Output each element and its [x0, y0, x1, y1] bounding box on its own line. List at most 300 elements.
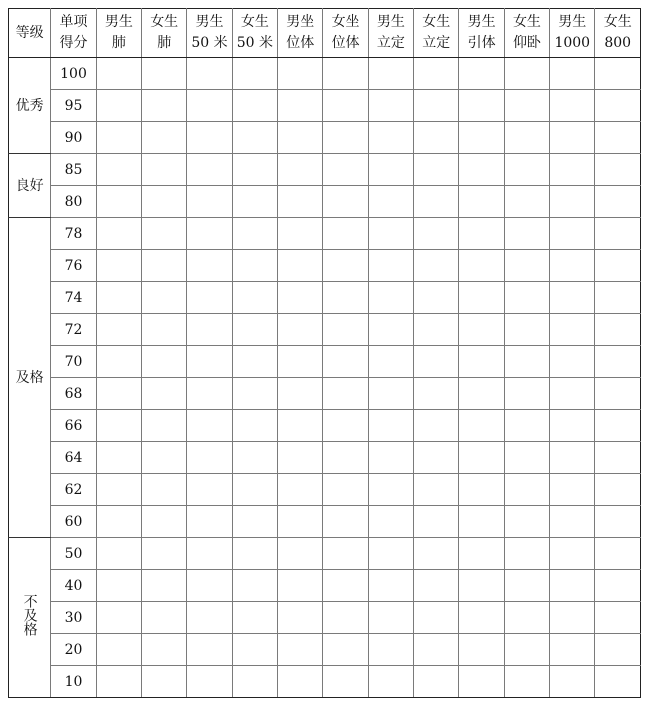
- blank-cell[interactable]: [187, 634, 232, 666]
- blank-cell[interactable]: [459, 506, 504, 538]
- blank-cell[interactable]: [550, 122, 595, 154]
- blank-cell[interactable]: [323, 442, 368, 474]
- blank-cell[interactable]: [278, 474, 323, 506]
- blank-cell[interactable]: [187, 666, 232, 698]
- item-header-12-line-2: 800: [604, 35, 632, 51]
- blank-cell[interactable]: [414, 314, 459, 346]
- blank-cell[interactable]: [142, 186, 187, 218]
- blank-cell[interactable]: [459, 442, 504, 474]
- blank-cell[interactable]: [414, 154, 459, 186]
- blank-cell[interactable]: [187, 346, 232, 378]
- table-row: [9, 602, 641, 634]
- blank-cell[interactable]: [368, 442, 413, 474]
- blank-cell[interactable]: [595, 442, 641, 474]
- blank-cell[interactable]: [595, 186, 641, 218]
- blank-cell[interactable]: [187, 122, 232, 154]
- score-cell: 30: [51, 602, 96, 634]
- grade-label: 优秀: [15, 97, 44, 114]
- blank-cell[interactable]: [550, 538, 595, 570]
- blank-cell[interactable]: [504, 410, 549, 442]
- item-header-1: [96, 9, 141, 58]
- blank-cell[interactable]: [459, 474, 504, 506]
- blank-cell[interactable]: [368, 58, 413, 90]
- grade-cell: [9, 154, 51, 218]
- blank-cell[interactable]: [278, 666, 323, 698]
- blank-cell[interactable]: [278, 570, 323, 602]
- blank-cell[interactable]: [459, 58, 504, 90]
- blank-cell[interactable]: [414, 378, 459, 410]
- blank-cell[interactable]: [414, 58, 459, 90]
- blank-cell[interactable]: [187, 282, 232, 314]
- blank-cell[interactable]: [278, 378, 323, 410]
- table-row: [9, 218, 641, 250]
- blank-cell[interactable]: [278, 154, 323, 186]
- blank-cell[interactable]: [414, 666, 459, 698]
- blank-cell[interactable]: [459, 250, 504, 282]
- blank-cell[interactable]: [504, 218, 549, 250]
- blank-cell[interactable]: [96, 282, 141, 314]
- blank-cell[interactable]: [595, 314, 641, 346]
- score-cell: 90: [51, 122, 96, 154]
- blank-cell[interactable]: [142, 154, 187, 186]
- blank-cell[interactable]: [459, 90, 504, 122]
- item-header-11-line-1: 男生: [558, 14, 587, 30]
- item-header-7-line-1: 男生: [376, 14, 405, 30]
- blank-cell[interactable]: [414, 282, 459, 314]
- blank-cell[interactable]: [550, 58, 595, 90]
- blank-cell[interactable]: [232, 58, 277, 90]
- header-row: [9, 9, 641, 58]
- blank-cell[interactable]: [323, 410, 368, 442]
- blank-cell[interactable]: [504, 474, 549, 506]
- item-header-2-line-1: 女生: [150, 14, 179, 30]
- blank-cell[interactable]: [595, 250, 641, 282]
- score-cell: 70: [51, 346, 96, 378]
- blank-cell[interactable]: [96, 378, 141, 410]
- blank-cell[interactable]: [459, 218, 504, 250]
- blank-cell[interactable]: [187, 506, 232, 538]
- score-cell: 50: [51, 538, 96, 570]
- blank-cell[interactable]: [504, 90, 549, 122]
- blank-cell[interactable]: [368, 602, 413, 634]
- blank-cell[interactable]: [96, 250, 141, 282]
- blank-cell[interactable]: [595, 410, 641, 442]
- blank-cell[interactable]: [595, 122, 641, 154]
- blank-cell[interactable]: [232, 602, 277, 634]
- blank-cell[interactable]: [232, 154, 277, 186]
- blank-cell[interactable]: [368, 314, 413, 346]
- blank-cell[interactable]: [278, 634, 323, 666]
- score-cell: 64: [51, 442, 96, 474]
- blank-cell[interactable]: [278, 122, 323, 154]
- blank-cell[interactable]: [595, 602, 641, 634]
- blank-cell[interactable]: [368, 634, 413, 666]
- item-header-8-line-2: 立定: [422, 35, 451, 51]
- blank-cell[interactable]: [187, 314, 232, 346]
- blank-cell[interactable]: [323, 90, 368, 122]
- blank-cell[interactable]: [550, 602, 595, 634]
- item-header-10-line-2: 仰卧: [512, 35, 541, 51]
- blank-cell[interactable]: [368, 346, 413, 378]
- blank-cell[interactable]: [459, 314, 504, 346]
- item-header-4: [232, 9, 277, 58]
- blank-cell[interactable]: [187, 602, 232, 634]
- table-row: [9, 666, 641, 698]
- item-header-9-line-2: 引体: [467, 35, 496, 51]
- blank-cell[interactable]: [459, 282, 504, 314]
- item-header-10: [504, 9, 549, 58]
- blank-cell[interactable]: [187, 538, 232, 570]
- blank-cell[interactable]: [232, 250, 277, 282]
- blank-cell[interactable]: [595, 218, 641, 250]
- blank-cell[interactable]: [96, 186, 141, 218]
- blank-cell[interactable]: [96, 122, 141, 154]
- blank-cell[interactable]: [504, 570, 549, 602]
- blank-cell[interactable]: [414, 506, 459, 538]
- blank-cell[interactable]: [550, 186, 595, 218]
- blank-cell[interactable]: [550, 90, 595, 122]
- blank-cell[interactable]: [278, 58, 323, 90]
- table-row: [9, 538, 641, 570]
- item-header-2-line-2: 肺: [157, 35, 172, 51]
- table-row: [9, 186, 641, 218]
- item-header-1-line-2: 肺: [111, 35, 126, 51]
- blank-cell[interactable]: [595, 666, 641, 698]
- score-cell: 40: [51, 570, 96, 602]
- blank-cell[interactable]: [278, 186, 323, 218]
- blank-cell[interactable]: [142, 570, 187, 602]
- blank-cell[interactable]: [459, 570, 504, 602]
- blank-cell[interactable]: [414, 90, 459, 122]
- blank-cell[interactable]: [504, 538, 549, 570]
- blank-cell[interactable]: [142, 282, 187, 314]
- blank-cell[interactable]: [232, 442, 277, 474]
- blank-cell[interactable]: [504, 602, 549, 634]
- blank-cell[interactable]: [142, 538, 187, 570]
- item-header-2: [142, 9, 187, 58]
- blank-cell[interactable]: [414, 218, 459, 250]
- blank-cell[interactable]: [96, 346, 141, 378]
- table-row: [9, 474, 641, 506]
- blank-cell[interactable]: [595, 90, 641, 122]
- blank-cell[interactable]: [595, 58, 641, 90]
- blank-cell[interactable]: [368, 410, 413, 442]
- blank-cell[interactable]: [459, 122, 504, 154]
- blank-cell[interactable]: [96, 538, 141, 570]
- blank-cell[interactable]: [187, 186, 232, 218]
- blank-cell[interactable]: [414, 250, 459, 282]
- item-header-5-line-1: 男坐: [286, 14, 315, 30]
- blank-cell[interactable]: [504, 314, 549, 346]
- blank-cell[interactable]: [232, 346, 277, 378]
- blank-cell[interactable]: [323, 58, 368, 90]
- blank-cell[interactable]: [504, 506, 549, 538]
- blank-cell[interactable]: [142, 634, 187, 666]
- blank-cell[interactable]: [142, 602, 187, 634]
- blank-cell[interactable]: [368, 282, 413, 314]
- table-row: [9, 442, 641, 474]
- blank-cell[interactable]: [550, 250, 595, 282]
- blank-cell[interactable]: [96, 154, 141, 186]
- blank-cell[interactable]: [323, 570, 368, 602]
- score-cell: 72: [51, 314, 96, 346]
- blank-cell[interactable]: [323, 378, 368, 410]
- blank-cell[interactable]: [414, 570, 459, 602]
- blank-cell[interactable]: [504, 666, 549, 698]
- blank-cell[interactable]: [278, 250, 323, 282]
- blank-cell[interactable]: [595, 506, 641, 538]
- item-header-3-line-1: 男生: [195, 14, 224, 30]
- blank-cell[interactable]: [187, 442, 232, 474]
- blank-cell[interactable]: [142, 410, 187, 442]
- table-row: [9, 154, 641, 186]
- blank-cell[interactable]: [232, 186, 277, 218]
- blank-cell[interactable]: [96, 570, 141, 602]
- blank-cell[interactable]: [142, 250, 187, 282]
- blank-cell[interactable]: [595, 570, 641, 602]
- item-header-3-line-2: 50 米: [191, 35, 228, 51]
- blank-cell[interactable]: [368, 186, 413, 218]
- blank-cell[interactable]: [414, 346, 459, 378]
- blank-cell[interactable]: [550, 410, 595, 442]
- blank-cell[interactable]: [323, 666, 368, 698]
- blank-cell[interactable]: [414, 442, 459, 474]
- blank-cell[interactable]: [142, 442, 187, 474]
- blank-cell[interactable]: [595, 634, 641, 666]
- blank-cell[interactable]: [232, 378, 277, 410]
- blank-cell[interactable]: [368, 538, 413, 570]
- blank-cell[interactable]: [96, 442, 141, 474]
- blank-cell[interactable]: [278, 410, 323, 442]
- blank-cell[interactable]: [368, 570, 413, 602]
- grade-label: 良好: [15, 177, 44, 194]
- blank-cell[interactable]: [142, 378, 187, 410]
- blank-cell[interactable]: [232, 570, 277, 602]
- blank-cell[interactable]: [550, 634, 595, 666]
- blank-cell[interactable]: [323, 282, 368, 314]
- blank-cell[interactable]: [459, 538, 504, 570]
- blank-cell[interactable]: [504, 250, 549, 282]
- blank-cell[interactable]: [323, 346, 368, 378]
- blank-cell[interactable]: [368, 154, 413, 186]
- blank-cell[interactable]: [595, 538, 641, 570]
- score-cell: 76: [51, 250, 96, 282]
- blank-cell[interactable]: [232, 634, 277, 666]
- blank-cell[interactable]: [414, 186, 459, 218]
- item-header-5-line-2: 位体: [286, 35, 315, 51]
- blank-cell[interactable]: [459, 666, 504, 698]
- blank-cell[interactable]: [232, 122, 277, 154]
- blank-cell[interactable]: [323, 186, 368, 218]
- item-header-12-line-1: 女生: [603, 14, 632, 30]
- blank-cell[interactable]: [504, 442, 549, 474]
- blank-cell[interactable]: [232, 410, 277, 442]
- blank-cell[interactable]: [414, 410, 459, 442]
- blank-cell[interactable]: [278, 506, 323, 538]
- blank-cell[interactable]: [595, 378, 641, 410]
- blank-cell[interactable]: [550, 570, 595, 602]
- blank-cell[interactable]: [595, 474, 641, 506]
- score-cell: 10: [51, 666, 96, 698]
- blank-cell[interactable]: [232, 282, 277, 314]
- score-cell: 85: [51, 154, 96, 186]
- blank-cell[interactable]: [459, 634, 504, 666]
- blank-cell[interactable]: [459, 378, 504, 410]
- blank-cell[interactable]: [232, 538, 277, 570]
- blank-cell[interactable]: [368, 250, 413, 282]
- blank-cell[interactable]: [278, 282, 323, 314]
- table-body: [9, 58, 641, 698]
- blank-cell[interactable]: [142, 218, 187, 250]
- blank-cell[interactable]: [278, 314, 323, 346]
- blank-cell[interactable]: [504, 154, 549, 186]
- item-header-11: [550, 9, 595, 58]
- blank-cell[interactable]: [323, 218, 368, 250]
- blank-cell[interactable]: [187, 570, 232, 602]
- blank-cell[interactable]: [414, 634, 459, 666]
- blank-cell[interactable]: [142, 666, 187, 698]
- blank-cell[interactable]: [142, 474, 187, 506]
- blank-cell[interactable]: [550, 154, 595, 186]
- blank-cell[interactable]: [187, 410, 232, 442]
- blank-cell[interactable]: [550, 282, 595, 314]
- blank-cell[interactable]: [232, 666, 277, 698]
- blank-cell[interactable]: [142, 314, 187, 346]
- grade-header: 等级: [9, 9, 51, 58]
- blank-cell[interactable]: [595, 154, 641, 186]
- table-row: [9, 378, 641, 410]
- blank-cell[interactable]: [459, 154, 504, 186]
- item-header-7-line-2: 立定: [376, 35, 405, 51]
- blank-cell[interactable]: [142, 90, 187, 122]
- blank-cell[interactable]: [187, 58, 232, 90]
- blank-cell[interactable]: [278, 538, 323, 570]
- blank-cell[interactable]: [459, 346, 504, 378]
- blank-cell[interactable]: [550, 474, 595, 506]
- blank-cell[interactable]: [323, 314, 368, 346]
- blank-cell[interactable]: [96, 474, 141, 506]
- blank-cell[interactable]: [323, 634, 368, 666]
- blank-cell[interactable]: [323, 538, 368, 570]
- blank-cell[interactable]: [96, 58, 141, 90]
- blank-cell[interactable]: [368, 218, 413, 250]
- blank-cell[interactable]: [550, 506, 595, 538]
- blank-cell[interactable]: [232, 90, 277, 122]
- blank-cell[interactable]: [142, 346, 187, 378]
- blank-cell[interactable]: [368, 506, 413, 538]
- blank-cell[interactable]: [323, 250, 368, 282]
- blank-cell[interactable]: [278, 346, 323, 378]
- item-header-7: [368, 9, 413, 58]
- blank-cell[interactable]: [368, 378, 413, 410]
- blank-cell[interactable]: [96, 410, 141, 442]
- blank-cell[interactable]: [414, 474, 459, 506]
- blank-cell[interactable]: [414, 122, 459, 154]
- score-header-line-1: 单项: [59, 14, 88, 30]
- blank-cell[interactable]: [368, 474, 413, 506]
- table-row: [9, 314, 641, 346]
- blank-cell[interactable]: [368, 666, 413, 698]
- blank-cell[interactable]: [504, 346, 549, 378]
- blank-cell[interactable]: [96, 314, 141, 346]
- blank-cell[interactable]: [595, 282, 641, 314]
- blank-cell[interactable]: [187, 218, 232, 250]
- item-header-1-line-1: 男生: [104, 14, 133, 30]
- blank-cell[interactable]: [278, 442, 323, 474]
- blank-cell[interactable]: [187, 378, 232, 410]
- blank-cell[interactable]: [504, 634, 549, 666]
- blank-cell[interactable]: [459, 410, 504, 442]
- blank-cell[interactable]: [232, 218, 277, 250]
- blank-cell[interactable]: [96, 218, 141, 250]
- blank-cell[interactable]: [504, 282, 549, 314]
- score-cell: 20: [51, 634, 96, 666]
- blank-cell[interactable]: [323, 506, 368, 538]
- blank-cell[interactable]: [96, 666, 141, 698]
- blank-cell[interactable]: [142, 58, 187, 90]
- blank-cell[interactable]: [232, 314, 277, 346]
- score-cell: 74: [51, 282, 96, 314]
- blank-cell[interactable]: [504, 122, 549, 154]
- blank-cell[interactable]: [96, 634, 141, 666]
- item-header-4-line-1: 女生: [240, 14, 269, 30]
- blank-cell[interactable]: [142, 506, 187, 538]
- blank-cell[interactable]: [550, 442, 595, 474]
- blank-cell[interactable]: [504, 186, 549, 218]
- blank-cell[interactable]: [550, 346, 595, 378]
- blank-cell[interactable]: [278, 602, 323, 634]
- item-header-8-line-1: 女生: [422, 14, 451, 30]
- item-header-8: [414, 9, 459, 58]
- blank-cell[interactable]: [323, 602, 368, 634]
- score-header-line-2: 得分: [59, 35, 88, 51]
- blank-cell[interactable]: [459, 186, 504, 218]
- blank-cell[interactable]: [368, 90, 413, 122]
- blank-cell[interactable]: [232, 506, 277, 538]
- blank-cell[interactable]: [96, 602, 141, 634]
- blank-cell[interactable]: [323, 474, 368, 506]
- score-cell: 100: [51, 58, 96, 90]
- blank-cell[interactable]: [550, 218, 595, 250]
- blank-cell[interactable]: [187, 90, 232, 122]
- grade-cell: [9, 538, 51, 698]
- blank-cell[interactable]: [414, 538, 459, 570]
- blank-cell[interactable]: [278, 90, 323, 122]
- blank-cell[interactable]: [96, 506, 141, 538]
- table-row: [9, 250, 641, 282]
- blank-cell[interactable]: [187, 474, 232, 506]
- blank-cell[interactable]: [550, 666, 595, 698]
- table-row: [9, 506, 641, 538]
- blank-cell[interactable]: [550, 314, 595, 346]
- blank-cell[interactable]: [595, 346, 641, 378]
- blank-cell[interactable]: [187, 250, 232, 282]
- blank-cell[interactable]: [278, 218, 323, 250]
- blank-cell[interactable]: [323, 154, 368, 186]
- blank-cell[interactable]: [414, 602, 459, 634]
- blank-cell[interactable]: [459, 602, 504, 634]
- blank-cell[interactable]: [96, 90, 141, 122]
- blank-cell[interactable]: [142, 122, 187, 154]
- blank-cell[interactable]: [323, 122, 368, 154]
- grade-cell: [9, 58, 51, 154]
- blank-cell[interactable]: [504, 58, 549, 90]
- blank-cell[interactable]: [504, 378, 549, 410]
- blank-cell[interactable]: [232, 474, 277, 506]
- blank-cell[interactable]: [550, 378, 595, 410]
- blank-cell[interactable]: [368, 122, 413, 154]
- blank-cell[interactable]: [187, 154, 232, 186]
